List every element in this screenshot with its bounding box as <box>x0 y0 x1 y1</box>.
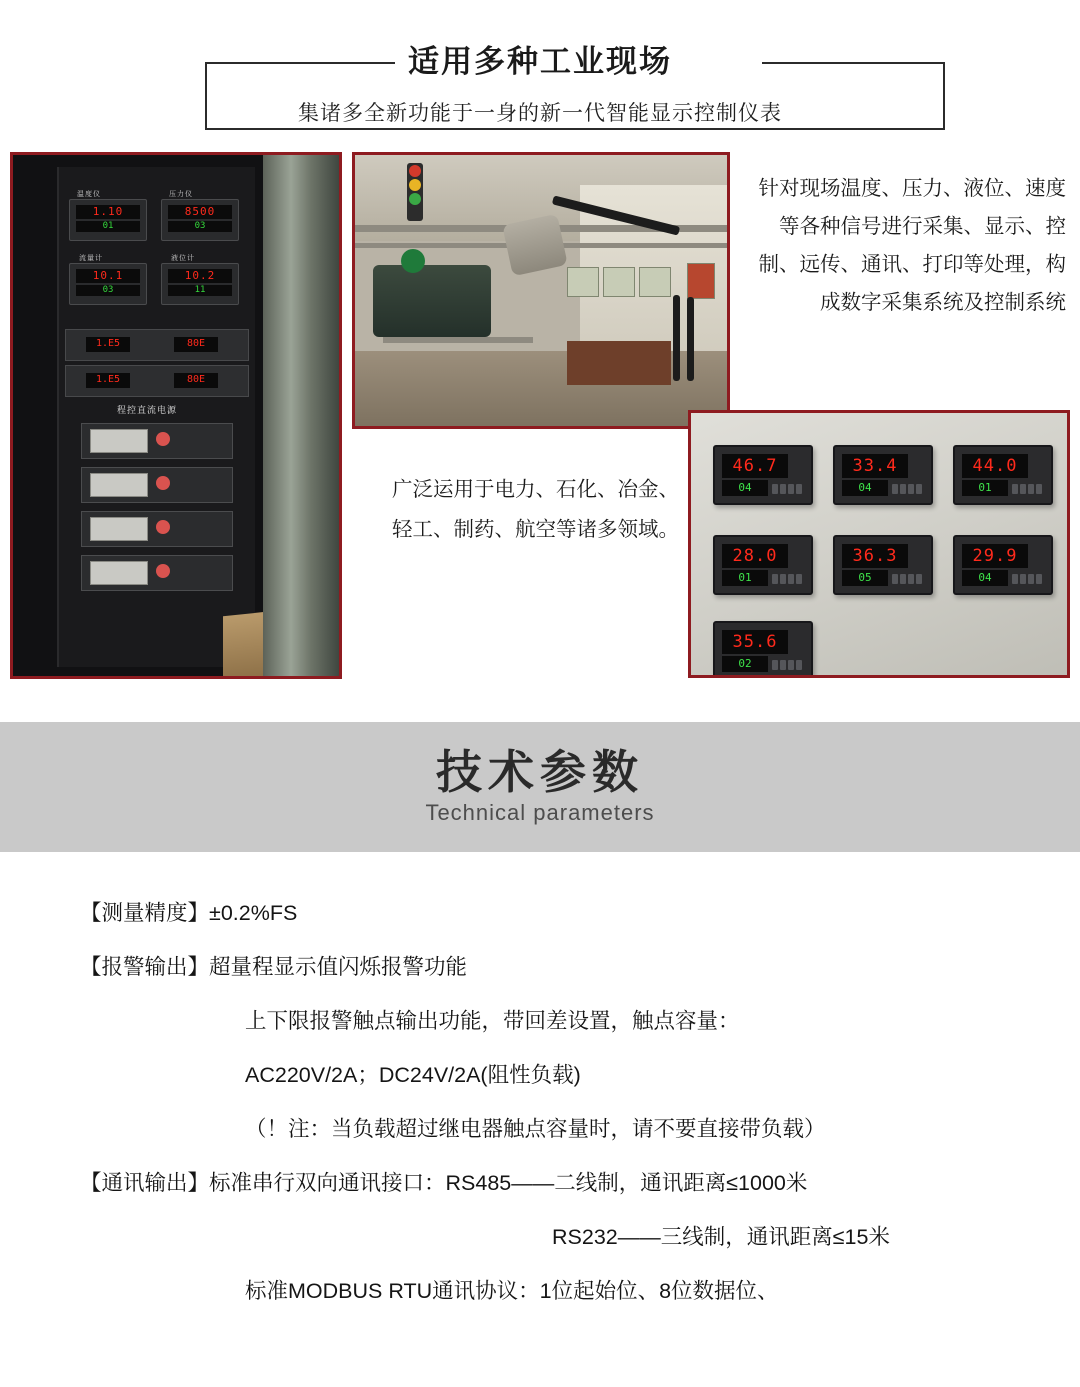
wall-meter-1-sub: 04 <box>722 480 768 496</box>
cabinet-meter-3-value: 10.1 <box>76 269 140 283</box>
wall-meter-4-sub: 01 <box>722 570 768 586</box>
photo-gallery <box>0 140 1080 710</box>
spec-row-alarm-output <box>0 952 1080 982</box>
rack-unit-1 <box>65 329 249 361</box>
wall-meter-3-sub: 01 <box>962 480 1008 496</box>
photo-meter-wall <box>688 410 1070 678</box>
rack-unit-1-left-display: 1.E5 <box>86 337 130 352</box>
spec-comm-line-3: 标准MODBUS RTU通讯协议：1位起始位、8位数据位、 <box>245 1279 779 1303</box>
spec-label-comm-output: 【通讯输出】 <box>80 1171 210 1195</box>
spec-alarm-line-2: 上下限报警触点输出功能，带回差设置，触点容量： <box>245 1009 740 1033</box>
meter-label-3: 流量计 <box>79 255 103 262</box>
plant-vessel <box>373 265 491 337</box>
plant-valve <box>401 249 425 273</box>
page-header <box>0 0 1080 140</box>
spec-row-comm-output <box>0 1168 1080 1198</box>
photo-plant-room <box>352 152 730 429</box>
cabinet-door <box>263 155 342 676</box>
power-supply-2-knob <box>156 476 170 490</box>
page-title: 适用多种工业现场 <box>408 44 672 79</box>
wall-meter-4-value: 28.0 <box>722 544 788 568</box>
wall-meter-6-sub: 04 <box>962 570 1008 586</box>
wall-meter-3 <box>953 445 1053 505</box>
spec-label-accuracy: 【测量精度】 <box>80 901 210 925</box>
cabinet-meter-4-sub: 11 <box>168 285 232 296</box>
wall-meter-2-sub: 04 <box>842 480 888 496</box>
wall-meter-1-value: 46.7 <box>722 454 788 478</box>
spec-value-comm-output: 标准串行双向通讯接口：RS485——二线制，通讯距离≤1000米 <box>209 1171 808 1195</box>
section-title: 技术参数 <box>436 746 644 798</box>
wall-meter-6-keys <box>1012 571 1046 585</box>
spec-value-accuracy: ±0.2%FS <box>209 901 298 925</box>
plant-cable-1 <box>673 295 680 381</box>
spec-row-accuracy <box>0 898 1080 928</box>
power-supply-2-panel <box>90 473 148 497</box>
cabinet-meter-1-sub: 01 <box>76 221 140 232</box>
wall-meter-5-keys <box>892 571 926 585</box>
cabinet-meter-2-sub: 03 <box>168 221 232 232</box>
cabinet-interior <box>57 167 255 667</box>
cabinet-meter-3-sub: 03 <box>76 285 140 296</box>
power-supply-3-panel <box>90 517 148 541</box>
wall-meter-6-value: 29.9 <box>962 544 1028 568</box>
wall-meter-7-value: 35.6 <box>722 630 788 654</box>
wall-meter-7-keys <box>772 657 806 671</box>
wall-meter-1 <box>713 445 813 505</box>
cabinet-meter-1 <box>69 199 147 241</box>
power-supply-1 <box>81 423 233 459</box>
plant-cable-2 <box>687 297 694 381</box>
wall-meter-5-value: 36.3 <box>842 544 908 568</box>
wall-meter-6 <box>953 535 1053 595</box>
wall-meter-1-keys <box>772 481 806 495</box>
power-supply-1-panel <box>90 429 148 453</box>
signal-tower-lamp <box>407 163 423 221</box>
cabinet-meter-2-value: 8500 <box>168 205 232 219</box>
rack-section-label: 程控直流电源 <box>117 405 178 415</box>
plant-air-duct <box>502 214 568 277</box>
gallery-middle-description: 广泛运用于电力、石化、冶金、轻工、制药、航空等诸多领域。 <box>392 478 679 541</box>
spec-alarm-line-3: AC220V/2A；DC24V/2A(阻性负载) <box>245 1063 581 1087</box>
wall-meter-4 <box>713 535 813 595</box>
power-supply-3 <box>81 511 233 547</box>
spec-alarm-note: （！注：当负载超过继电器触点容量时，请不要直接带负载） <box>245 1117 826 1141</box>
meter-label-2: 压力仪 <box>169 191 193 198</box>
rack-unit-1-right-display: 80E <box>174 337 218 352</box>
gallery-right-description: 针对现场温度、压力、液位、速度等各种信号进行采集、显示、控制、远传、通讯、打印等处理，构成数字采集系统及控制系统 <box>758 177 1066 314</box>
photo-control-cabinet <box>10 152 342 679</box>
cabinet-meter-4-value: 10.2 <box>168 269 232 283</box>
wall-meter-2-keys <box>892 481 926 495</box>
plant-pipe-low <box>383 337 533 343</box>
page-subtitle: 集诸多全新功能于一身的新一代智能显示控制仪表 <box>298 102 782 125</box>
power-supply-4-knob <box>156 564 170 578</box>
power-supply-4-panel <box>90 561 148 585</box>
plant-panel-box-2 <box>603 267 635 297</box>
meter-label-1: 温度仪 <box>77 191 101 198</box>
power-supply-4 <box>81 555 233 591</box>
power-supply-2 <box>81 467 233 503</box>
wall-meter-4-keys <box>772 571 806 585</box>
cabinet-meter-1-value: 1.10 <box>76 205 140 219</box>
rack-unit-2-right-display: 80E <box>174 373 218 388</box>
plant-panel-box-1 <box>567 267 599 297</box>
wall-meter-3-value: 44.0 <box>962 454 1028 478</box>
spec-list <box>0 852 1080 1306</box>
wall-meter-3-keys <box>1012 481 1046 495</box>
plant-panel-box-3 <box>639 267 671 297</box>
wall-meter-2-value: 33.4 <box>842 454 908 478</box>
section-banner <box>0 722 1080 852</box>
meter-label-4: 液位计 <box>171 255 195 262</box>
rack-unit-2 <box>65 365 249 397</box>
wall-meter-7-sub: 02 <box>722 656 768 672</box>
cabinet-meter-3 <box>69 263 147 305</box>
spec-value-alarm-output: 超量程显示值闪烁报警功能 <box>209 955 468 979</box>
plant-floor <box>355 351 727 426</box>
plant-bench <box>567 341 671 385</box>
section-subtitle: Technical parameters <box>425 800 655 825</box>
spec-label-alarm-output: 【报警输出】 <box>80 955 210 979</box>
spec-comm-line-2: RS232——三线制，通讯距离≤15米 <box>552 1225 890 1249</box>
plant-control-box-red <box>687 263 715 299</box>
cabinet-meter-4 <box>161 263 239 305</box>
power-supply-1-knob <box>156 432 170 446</box>
wall-meter-7 <box>713 621 813 678</box>
rack-unit-2-left-display: 1.E5 <box>86 373 130 388</box>
wall-meter-5-sub: 05 <box>842 570 888 586</box>
cabinet-meter-2 <box>161 199 239 241</box>
wall-meter-5 <box>833 535 933 595</box>
power-supply-3-knob <box>156 520 170 534</box>
wall-meter-2 <box>833 445 933 505</box>
